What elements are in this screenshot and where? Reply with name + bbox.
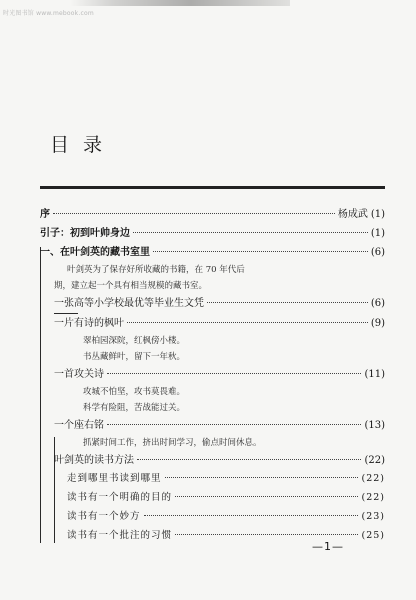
page-number: —1—	[312, 540, 344, 553]
toc-entry-page: (25)	[361, 530, 385, 541]
dot-leader	[133, 232, 368, 233]
toc-entry-preface[interactable]	[40, 205, 385, 224]
dot-leader	[153, 251, 368, 252]
dot-leader	[137, 459, 361, 460]
title-rule	[40, 186, 385, 189]
dot-leader	[175, 534, 358, 535]
toc-entry-clear-purpose[interactable]	[40, 489, 385, 508]
toc-entry-page: (6)	[370, 247, 385, 258]
toc-entry-label: 读书有一个批注的习惯	[67, 530, 173, 541]
toc-entry-motto[interactable]	[40, 416, 385, 435]
table-of-contents	[40, 205, 385, 546]
poem-line: 攻城不怕坚，攻书莫畏难。	[83, 387, 186, 397]
toc-entry-label: 叶剑英的读书方法	[54, 455, 134, 466]
toc-entry-label: 读书有一个妙方	[67, 511, 141, 522]
toc-entry-label: 一片有诗的枫叶	[54, 318, 124, 329]
dot-leader	[144, 515, 359, 516]
toc-entry-label: 一、在叶剑英的藏书室里	[40, 247, 150, 258]
dot-leader	[175, 496, 358, 497]
toc-entry-page: (13)	[364, 420, 385, 431]
toc-entry-reading-methods[interactable]	[40, 451, 385, 470]
toc-entry-page: (23)	[361, 511, 385, 522]
toc-entry-good-recipe[interactable]	[40, 508, 385, 527]
toc-entry-page: (22)	[361, 492, 385, 503]
toc-entry-maple-leaf[interactable]	[40, 314, 385, 333]
dot-leader	[165, 477, 359, 478]
toc-entry-intro[interactable]	[40, 224, 385, 243]
chapter-summary-line: 叶剑英为了保存好所收藏的书籍，在 70 年代后	[67, 265, 245, 275]
toc-entry-chapter-1[interactable]	[40, 243, 385, 262]
toc-entry-poem[interactable]	[40, 365, 385, 384]
toc-entry-page: (6)	[370, 298, 385, 309]
toc-entry-label: 一张高等小学校最优等毕业生文凭	[54, 298, 204, 309]
toc-entry-page: (11)	[364, 369, 385, 380]
toc-entry-page: (9)	[370, 318, 385, 329]
toc-entry-label: 引子：初到叶帅身边	[40, 228, 130, 239]
watermark: 时光图书馆 www.mebook.com	[3, 10, 94, 17]
toc-entry-label: 一首攻关诗	[54, 369, 104, 380]
poem-line: 翠柏园深院，红枫傍小楼。	[83, 336, 186, 346]
toc-entry-label: 序	[40, 209, 50, 220]
motto-line: 抓紧时间工作，挤出时间学习，偷点时间休息。	[83, 438, 262, 448]
chapter-summary-line: 期，建立起一个具有相当规模的藏书室。	[54, 281, 208, 291]
toc-entry-label: 走到哪里书读到哪里	[67, 473, 162, 484]
toc-entry-diploma[interactable]	[40, 294, 385, 313]
dot-leader	[107, 424, 361, 425]
toc-entry-label: 一个座右铭	[54, 420, 104, 431]
toc-entry-label: 读书有一个明确的目的	[67, 492, 173, 503]
toc-entry-read-anywhere[interactable]	[40, 470, 385, 489]
toc-entry-page: (22)	[364, 455, 385, 466]
toc-entry-author: 杨成武	[337, 209, 368, 220]
dot-leader	[207, 302, 368, 303]
dot-leader	[107, 373, 361, 374]
page-title: 目录	[50, 134, 117, 156]
top-edge-mark	[70, 0, 290, 6]
dot-leader	[53, 213, 335, 214]
poem-line: 科学有险阻，苦战能过关。	[83, 403, 186, 413]
toc-entry-page: (1)	[370, 228, 385, 239]
toc-entry-page: (22)	[361, 473, 385, 484]
dot-leader	[127, 322, 368, 323]
poem-line: 书丛藏鲜叶，留下一年秋。	[83, 352, 186, 362]
toc-entry-page: (1)	[370, 209, 385, 220]
